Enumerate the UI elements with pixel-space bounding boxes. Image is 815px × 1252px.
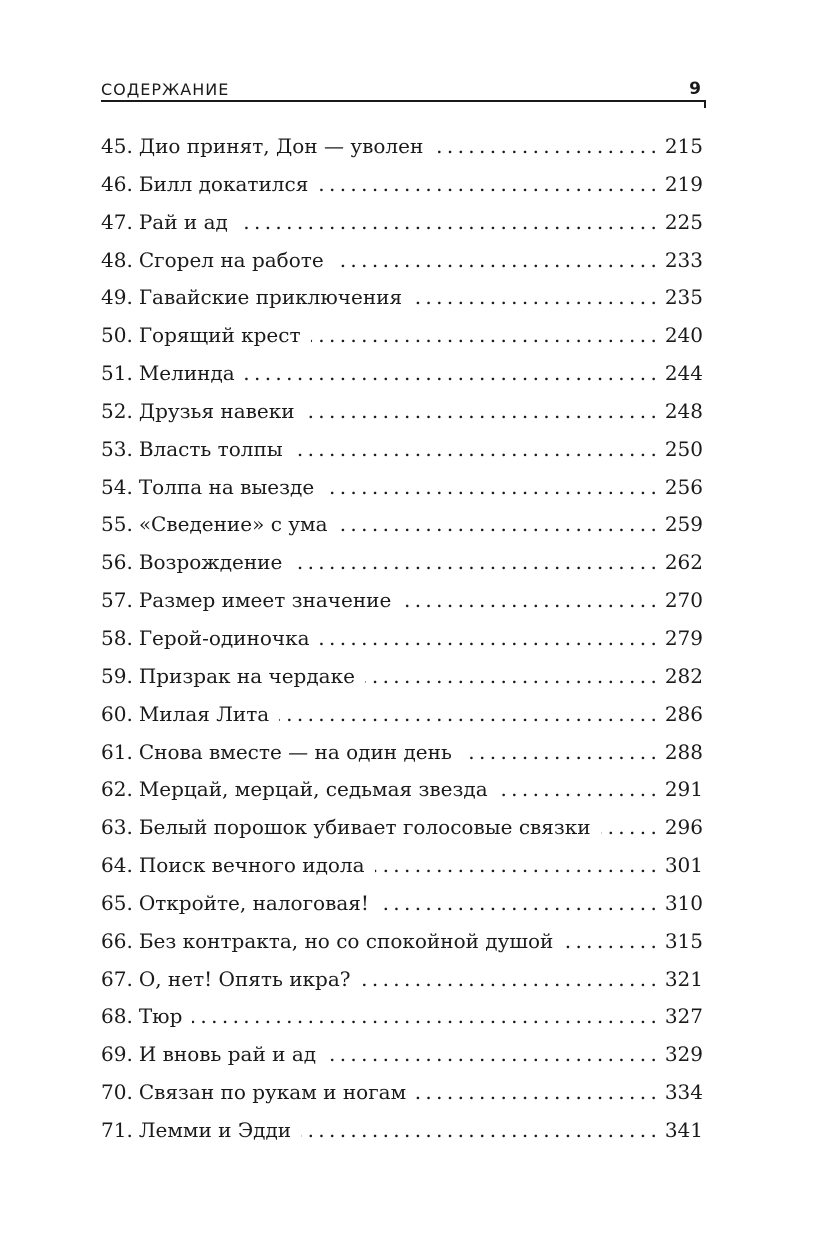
dot-leader — [462, 740, 657, 764]
chapter-number: 70. — [101, 1080, 133, 1105]
chapter-number: 50. — [101, 323, 133, 348]
chapter-page-number: 327 — [664, 1004, 703, 1029]
dot-leader — [365, 664, 657, 688]
dot-leader — [412, 285, 657, 309]
chapter-title: Призрак на чердаке — [138, 663, 355, 688]
toc-entry — [101, 1080, 703, 1118]
toc-entry — [101, 853, 703, 891]
toc-entry — [101, 702, 703, 740]
chapter-page-number: 329 — [664, 1042, 703, 1067]
dot-leader — [292, 550, 656, 574]
running-head — [101, 78, 704, 102]
chapter-title: Герой-одиночка — [138, 625, 310, 650]
toc-entry — [101, 172, 703, 210]
chapter-page-number: 286 — [664, 701, 703, 726]
chapter-number: 68. — [101, 1004, 133, 1029]
dot-leader — [360, 967, 656, 991]
chapter-title: Дио принят, Дон — уволен — [138, 134, 424, 158]
header-rule-notch — [704, 100, 706, 108]
chapter-number: 55. — [101, 512, 133, 537]
chapter-number: 47. — [101, 209, 133, 234]
toc-entry — [101, 664, 703, 702]
chapter-page-number: 288 — [664, 739, 703, 764]
dot-leader — [375, 853, 657, 877]
page-number: 9 — [689, 79, 701, 99]
chapter-number: 54. — [101, 474, 133, 499]
dot-leader — [245, 361, 657, 385]
chapter-page-number: 262 — [664, 550, 703, 575]
toc-entry — [101, 891, 703, 929]
toc-entry — [101, 285, 703, 323]
chapter-page-number: 291 — [664, 777, 703, 802]
chapter-page-number: 219 — [664, 171, 703, 196]
chapter-page-number: 248 — [664, 398, 703, 423]
dot-leader — [318, 172, 657, 196]
chapter-number: 46. — [101, 171, 133, 196]
chapter-number: 60. — [101, 701, 133, 726]
chapter-page-number: 301 — [664, 853, 703, 878]
chapter-title: Мелинда — [138, 361, 235, 386]
chapter-page-number: 244 — [664, 361, 703, 386]
dot-leader — [338, 512, 657, 536]
chapter-title: Возрождение — [138, 550, 283, 575]
chapter-title: О, нет! Опять икра? — [138, 966, 351, 991]
chapter-number: 61. — [101, 739, 133, 764]
chapter-page-number: 282 — [664, 663, 703, 688]
dot-leader — [324, 475, 657, 499]
chapter-page-number: 296 — [664, 815, 703, 840]
chapter-page-number: 240 — [664, 323, 703, 348]
chapter-title: Размер имеет значение — [138, 588, 392, 613]
chapter-title: Белый порошок убивает голосовые связки — [138, 815, 591, 840]
dot-leader — [293, 437, 657, 461]
chapter-page-number: 259 — [664, 512, 703, 537]
toc-entry — [101, 512, 703, 550]
chapter-page-number: 250 — [664, 436, 703, 461]
chapter-number: 71. — [101, 1117, 133, 1142]
chapter-number: 66. — [101, 928, 133, 953]
chapter-number: 62. — [101, 777, 133, 802]
table-of-contents — [101, 134, 703, 1156]
chapter-page-number: 334 — [664, 1080, 703, 1105]
chapter-number: 48. — [101, 247, 133, 272]
chapter-page-number: 215 — [664, 134, 703, 158]
toc-entry — [101, 967, 703, 1005]
toc-entry — [101, 815, 703, 853]
dot-leader — [238, 210, 657, 234]
chapter-title: Сгорел на работе — [138, 247, 324, 272]
toc-entry — [101, 1004, 703, 1042]
chapter-number: 58. — [101, 625, 133, 650]
toc-entry — [101, 210, 703, 248]
chapter-title: Горящий крест — [138, 323, 301, 348]
toc-entry — [101, 550, 703, 588]
chapter-number: 64. — [101, 853, 133, 878]
toc-entry — [101, 399, 703, 437]
toc-entry — [101, 323, 703, 361]
chapter-page-number: 279 — [664, 625, 703, 650]
chapter-page-number: 235 — [664, 285, 703, 310]
chapter-number: 57. — [101, 588, 133, 613]
chapter-page-number: 310 — [664, 890, 703, 915]
dot-leader — [320, 626, 657, 650]
chapter-number: 45. — [101, 134, 133, 158]
chapter-title: Лемми и Эдди — [138, 1117, 292, 1142]
dot-leader — [401, 588, 656, 612]
chapter-number: 59. — [101, 663, 133, 688]
dot-leader — [326, 1042, 657, 1066]
chapter-page-number: 225 — [664, 209, 703, 234]
chapter-title: Билл докатился — [138, 171, 309, 196]
dot-leader — [433, 134, 657, 158]
chapter-title: Друзья навеки — [138, 398, 295, 423]
toc-entry — [101, 1042, 703, 1080]
chapter-title: Толпа на выезде — [138, 474, 315, 499]
chapter-page-number: 270 — [664, 588, 703, 613]
dot-leader — [563, 929, 656, 953]
toc-entry — [101, 740, 703, 778]
chapter-page-number: 341 — [664, 1117, 703, 1142]
chapter-number: 52. — [101, 398, 133, 423]
running-head-title: СОДЕРЖАНИЕ — [101, 80, 230, 99]
chapter-page-number: 321 — [664, 966, 703, 991]
toc-entry — [101, 929, 703, 967]
toc-entry — [101, 777, 703, 815]
chapter-number: 67. — [101, 966, 133, 991]
chapter-number: 63. — [101, 815, 133, 840]
chapter-title: Поиск вечного идола — [138, 853, 365, 878]
dot-leader — [305, 399, 657, 423]
chapter-page-number: 233 — [664, 247, 703, 272]
chapter-title: Рай и ад — [138, 209, 228, 234]
dot-leader — [301, 1118, 657, 1142]
chapter-title: Гавайские приключения — [138, 285, 403, 310]
chapter-page-number: 315 — [664, 928, 703, 953]
toc-entry — [101, 1118, 703, 1156]
chapter-title: Власть толпы — [138, 436, 283, 461]
dot-leader — [379, 891, 657, 915]
chapter-title: Мерцай, мерцай, седьмая звезда — [138, 777, 488, 802]
chapter-title: Снова вместе — на один день — [138, 739, 452, 764]
chapter-title: Без контракта, но со спокойной душой — [138, 928, 554, 953]
chapter-title: Откройте, налоговая! — [138, 890, 369, 915]
toc-entry — [101, 134, 703, 172]
dot-leader — [416, 1080, 657, 1104]
chapter-page-number: 256 — [664, 474, 703, 499]
toc-entry — [101, 361, 703, 399]
toc-entry — [101, 437, 703, 475]
dot-leader — [192, 1004, 656, 1028]
chapter-title: «Сведение» с ума — [138, 512, 328, 537]
chapter-title: И вновь рай и ад — [138, 1042, 317, 1067]
dot-leader — [279, 702, 657, 726]
chapter-number: 56. — [101, 550, 133, 575]
toc-entry — [101, 248, 703, 286]
toc-entry — [101, 626, 703, 664]
chapter-number: 49. — [101, 285, 133, 310]
chapter-number: 65. — [101, 890, 133, 915]
chapter-number: 53. — [101, 436, 133, 461]
chapter-title: Милая Лита — [138, 701, 270, 726]
dot-leader — [498, 777, 657, 801]
toc-entry — [101, 475, 703, 513]
chapter-number: 69. — [101, 1042, 133, 1067]
toc-entry — [101, 588, 703, 626]
dot-leader — [311, 323, 657, 347]
dot-leader — [334, 248, 657, 272]
chapter-title: Связан по рукам и ногам — [138, 1080, 407, 1105]
chapter-title: Тюр — [138, 1004, 183, 1029]
dot-leader — [601, 815, 657, 839]
chapter-number: 51. — [101, 361, 133, 386]
